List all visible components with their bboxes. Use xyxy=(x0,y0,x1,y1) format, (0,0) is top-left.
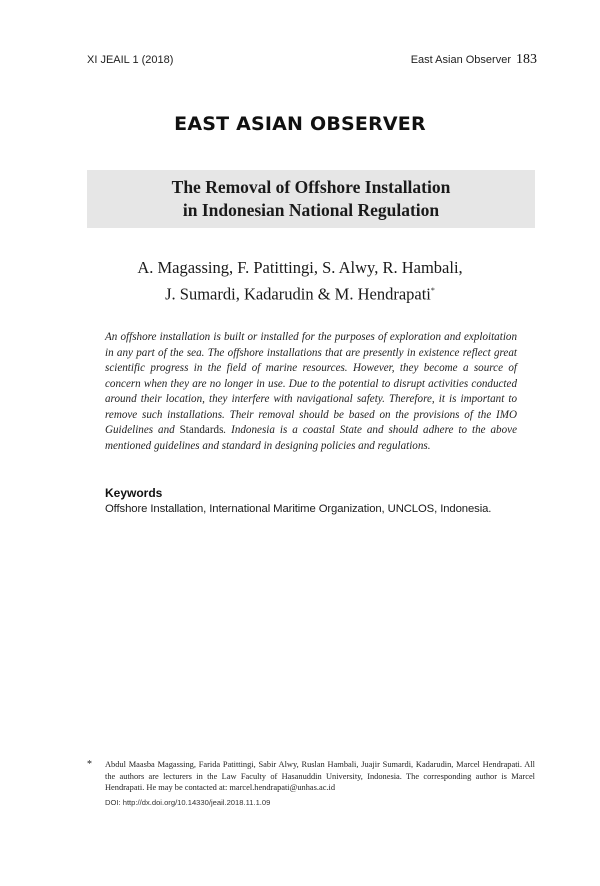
article-title-line-1: The Removal of Offshore Installation xyxy=(171,177,451,197)
authors-line-2-wrap xyxy=(0,279,600,306)
abstract-text-1: An offshore installation is built or installed for the purposes of exploration and exploitation in any part of the sea. The offshore installations that are presently in existence reflect great scientific progress in the field of marine resources. However, they become a source of concern when they are no longer in use. Due to the potential to disrupt activities conducted around their location, they interfere with navigational safety. Therefore, it is important to remove such installations. Their removal should be based on the provisions of the IMO Guidelines and xyxy=(105,331,517,436)
authors-line-2: J. Sumardi, Kadarudin & M. Hendrapati xyxy=(165,284,431,304)
article-title xyxy=(87,170,535,228)
author-footnote-mark: * xyxy=(430,286,435,295)
section-name: East Asian Observer xyxy=(410,54,511,66)
footnote-mark: * xyxy=(87,759,92,770)
abstract xyxy=(105,330,517,454)
footnote-text: Abdul Maasba Magassing, Farida Patittingi, Sabir Alwy, Ruslan Hambali, Juajir Sumardi, Kadarudin, Marcel Hendrapati. All the authors are lecturers in the Law Faculty of Hasanuddin University, Indonesia. The corresponding author is Marcel Hendrapati. He may be contacted at: marcel.hendrapati@unhas.ac.id xyxy=(105,760,535,793)
running-header-right xyxy=(411,52,537,68)
keywords-heading: Keywords xyxy=(105,486,163,500)
abstract-text-3: . Indonesia is a coastal State and should adhere to the above mentioned guidelines and standard in designing policies and regulations. xyxy=(105,424,517,452)
page-number: 183 xyxy=(516,52,537,67)
author-footnote xyxy=(87,759,535,808)
keywords-list: Offshore Installation, International Maritime Organization, UNCLOS, Indonesia. xyxy=(105,503,492,515)
section-title: EAST ASIAN OBSERVER xyxy=(174,113,426,135)
abstract-text-2: Standards xyxy=(179,424,224,436)
running-header xyxy=(87,52,537,68)
doi-link[interactable]: DOI: http://dx.doi.org/10.14330/jeail.2018.11.1.09 xyxy=(105,797,271,807)
journal-volume: XI JEAIL 1 (2018) xyxy=(87,54,174,66)
author-list xyxy=(0,256,600,306)
article-title-line-2: in Indonesian National Regulation xyxy=(182,200,440,220)
authors-line-1: A. Magassing, F. Patittingi, S. Alwy, R. Hambali, xyxy=(137,258,463,277)
